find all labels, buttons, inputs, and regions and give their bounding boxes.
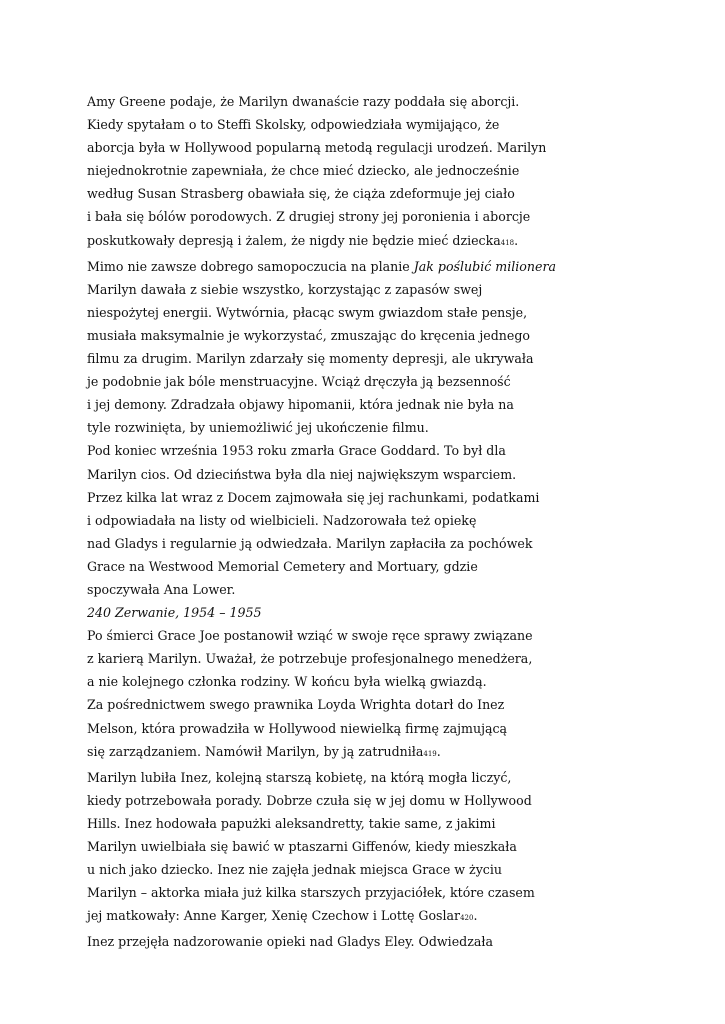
text-line: Pod koniec września 1953 roku zmarła Grace Goddard. To był dla	[87, 443, 506, 459]
text-line: Hills. Inez hodowała papużki aleksandretty, takie same, z jakimi	[87, 815, 496, 831]
footnote-ref-419: 419	[423, 749, 437, 758]
text-line: się zarządzaniem. Namówił Marilyn, by ją zatrudniła419.	[87, 743, 441, 759]
footnote-ref-418: 418	[500, 238, 515, 247]
text-line: spoczywała Ana Lower.	[87, 581, 236, 597]
text-line: Marilyn cios. Od dzieciństwa była dla niej największym wsparciem.	[87, 466, 517, 482]
text-line: Przez kilka lat wraz z Docem zajmowała się jej rachunkami, podatkami	[87, 489, 540, 505]
text-line: jej matkowały: Anne Karger, Xenię Czechow i Lottę Goslar420.	[87, 908, 478, 924]
text-line: z karierą Marilyn. Uważał, że potrzebuje profesjonalnego menedżera,	[87, 651, 533, 667]
text-line: według Susan Strasberg obawiała się, że ciąża zdeformuje jej ciało	[87, 186, 515, 202]
text-line: niejednokrotnie zapewniała, że chce mieć dziecko, ale jednocześnie	[87, 163, 520, 179]
text-line: Grace na Westwood Memorial Cemetery and Mortuary, gdzie	[87, 558, 478, 574]
text-line: niespożytej energii. Wytwórnia, płacąc swym gwiazdom stałe pensje,	[87, 304, 528, 320]
section-header	[87, 601, 507, 624]
text-line: Marilyn lubiła Inez, kolejną starszą kobietę, na którą mogła liczyć,	[87, 769, 512, 785]
text-line: Kiedy spytałam o to Steffi Skolsky, odpowiedziała wymijająco, że	[87, 117, 500, 133]
text-line: aborcja była w Hollywood popularną metodą regulacji urodzeń. Marilyn	[87, 140, 547, 156]
text-span: poskutkowały depresją i żalem, że nigdy nie będzie mieć dziecka	[87, 232, 501, 248]
text-line: Marilyn – aktorka miała już kilka starszych przyjaciółek, które czasem	[87, 885, 535, 901]
text-line: filmu za drugim. Marilyn zdarzały się momenty depresji, ale ukrywała	[87, 351, 534, 367]
text-span: się zarządzaniem. Namówił Marilyn, by ją zatrudniła	[87, 743, 424, 759]
text-span: Mimo nie zawsze dobrego samopoczucia na planie	[87, 258, 414, 274]
text-line: i odpowiadała na listy od wielbicieli. Nadzorowała też opiekę	[87, 512, 477, 528]
text-line: musiała maksymalnie je wykorzystać, zmuszając do kręcenia jednego	[87, 327, 531, 343]
text-line: Melson, która prowadziła w Hollywood niewielką firmę zajmującą	[87, 720, 508, 736]
footnote-ref-420: 420	[460, 914, 474, 923]
text-line: u nich jako dziecko. Inez nie zajęła jednak miejsca Grace w życiu	[87, 862, 502, 878]
text-line: Za pośrednictwem swego prawnika Loyda Wrighta dotarł do Inez	[87, 697, 505, 713]
text-line: a nie kolejnego członka rodziny. W końcu była wielką gwiazdą.	[87, 674, 487, 690]
text-line: je podobnie jak bóle menstruacyjne. Wciąż dręczyła ją bezsenność	[87, 374, 511, 390]
text-line: Marilyn dawała z siebie wszystko, korzystając z zapasów swej	[87, 281, 483, 297]
text-line: Amy Greene podaje, że Marilyn dwanaście razy poddała się aborcji.	[87, 94, 520, 109]
film-title: Jak poślubić milionera	[413, 258, 556, 274]
text-line: i bała się bólów porodowych. Z drugiej strony jej poronienia i aborcje	[87, 209, 531, 225]
text-line	[87, 255, 556, 278]
text-line: poskutkowały depresją i żalem, że nigdy nie będzie mieć dziecka418.	[87, 232, 519, 248]
text-line: tyle rozwinięta, by uniemożliwić jej ukończenie filmu.	[87, 420, 429, 436]
text-span: jej matkowały: Anne Karger, Xenię Czechow i Lottę Goslar	[87, 908, 461, 924]
text-line: nad Gladys i regularnie ją odwiedzała. Marilyn zapłaciła za pochówek	[87, 535, 533, 551]
text-line: kiedy potrzebowała porady. Dobrze czuła się w jej domu w Hollywood	[87, 792, 532, 808]
body-text	[87, 90, 556, 953]
text-line: Po śmierci Grace Joe postanowił wziąć w swoje ręce sprawy związane	[87, 628, 533, 644]
section-header-text: 240 Zerwanie, 1954 – 1955	[87, 605, 262, 621]
text-line: Inez przejęła nadzorowanie opieki nad Gladys Eley. Odwiedzała	[87, 934, 493, 950]
text-line: i jej demony. Zdradzała objawy hipomanii, która jednak nie była na	[87, 397, 514, 413]
text-line: Marilyn uwielbiała się bawić w ptaszarni Giffenów, kiedy mieszkała	[87, 839, 517, 854]
